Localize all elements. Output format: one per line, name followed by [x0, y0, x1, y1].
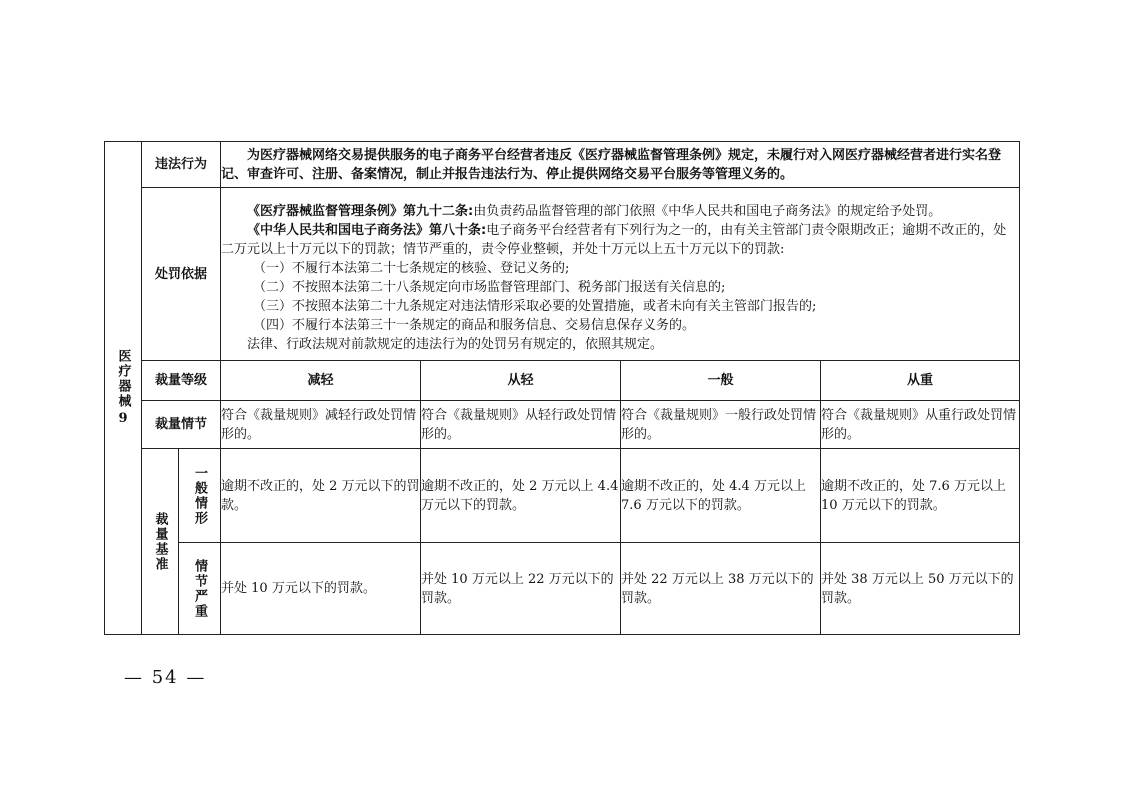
general-lenient: 逾期不改正的，处 2 万元以上 4.4 万元以下的罚款。: [421, 449, 621, 543]
penalty-table: [104, 141, 1020, 635]
violation-text: 为医疗器械网络交易提供服务的电子商务平台经营者违反《医疗器械监督管理条例》规定，未履行对入网医疗器械经营者进行实名登记、审查许可、注册、备案情况，制止并报告违法行为、停止提供网络交易平台服务等管理义务的。: [221, 147, 1002, 182]
general-general: 逾期不改正的，处 4.4 万元以上 7.6 万元以下的罚款。: [621, 449, 821, 543]
level-general: 一般: [621, 361, 821, 401]
circumstance-lenient: 符合《裁量规则》从轻行政处罚情形的。: [421, 401, 621, 449]
general-label-cell: [179, 449, 221, 543]
circumstance-general: 符合《裁量规则》一般行政处罚情形的。: [621, 401, 821, 449]
serious-label-cell: [179, 543, 221, 635]
basis-item-1: （一）不履行本法第二十七条规定的核验、登记义务的;: [253, 261, 570, 276]
basis-para-2-text: 电子商务平台经营者有下列行为之一的，由有关主管部门责令限期改正；逾期不改正的，处二万元以上十万元以下的罚款；情节严重的，责令停业整顿，并处十万元以上五十万元以下的罚款:: [221, 223, 1007, 257]
basis-para-1: [221, 202, 1019, 221]
serious-mitigated: 并处 10 万元以下的罚款。: [221, 543, 421, 635]
basis-para-1-text: 由负责药品监督管理的部门依照《中华人民共和国电子商务法》的规定给予处罚。: [473, 204, 942, 219]
serious-lenient: 并处 10 万元以上 22 万元以下的罚款。: [421, 543, 621, 635]
basis-item-4: （四）不履行本法第三十一条规定的商品和服务信息、交易信息保存义务的。: [253, 318, 696, 333]
serious-aggravated: 并处 38 万元以上 50 万元以下的罚款。: [821, 543, 1020, 635]
circumstance-mitigated: 符合《裁量规则》减轻行政处罚情形的。: [221, 401, 421, 449]
category-name: 医疗器械: [115, 348, 131, 409]
benchmark-label-cell: [142, 449, 179, 635]
general-label: 一般情形: [192, 465, 207, 526]
level-aggravated: 从重: [821, 361, 1020, 401]
basis-para-1-title: 《医疗器械监督管理条例》第九十二条:: [247, 204, 474, 219]
general-aggravated: 逾期不改正的，处 7.6 万元以上 10 万元以下的罚款。: [821, 449, 1020, 543]
basis-para-2-title: 《中华人民共和国电子商务法》第八十条:: [247, 223, 487, 238]
benchmark-label: 裁量基准: [152, 511, 168, 572]
basis-item-2: （二）不按照本法第二十八条规定向市场监督管理部门、税务部门报送有关信息的;: [253, 280, 726, 295]
basis-para-2: [221, 221, 1019, 259]
serious-general: 并处 22 万元以上 38 万元以下的罚款。: [621, 543, 821, 635]
violation-label: 违法行为: [142, 142, 221, 188]
circumstance-label: 裁量情节: [142, 401, 221, 449]
basis-cell: [221, 188, 1020, 361]
basis-label: 处罚依据: [142, 188, 221, 361]
general-mitigated: 逾期不改正的，处 2 万元以下的罚款。: [221, 449, 421, 543]
page-number: — 54 —: [124, 667, 207, 688]
basis-closing: 法律、行政法规对前款规定的违法行为的处罚另有规定的，依照其规定。: [247, 337, 664, 352]
level-mitigated: 减轻: [221, 361, 421, 401]
level-label: 裁量等级: [142, 361, 221, 401]
category-cell: [105, 142, 142, 635]
serious-label: 情节严重: [192, 558, 207, 619]
level-lenient: 从轻: [421, 361, 621, 401]
basis-item-3: （三）不按照本法第二十九条规定对违法情形采取必要的处置措施，或者未向有关主管部门报告的;: [253, 299, 817, 314]
violation-cell: [221, 142, 1020, 188]
circumstance-aggravated: 符合《裁量规则》从重行政处罚情形的。: [821, 401, 1020, 449]
category-number: 9: [118, 410, 128, 426]
